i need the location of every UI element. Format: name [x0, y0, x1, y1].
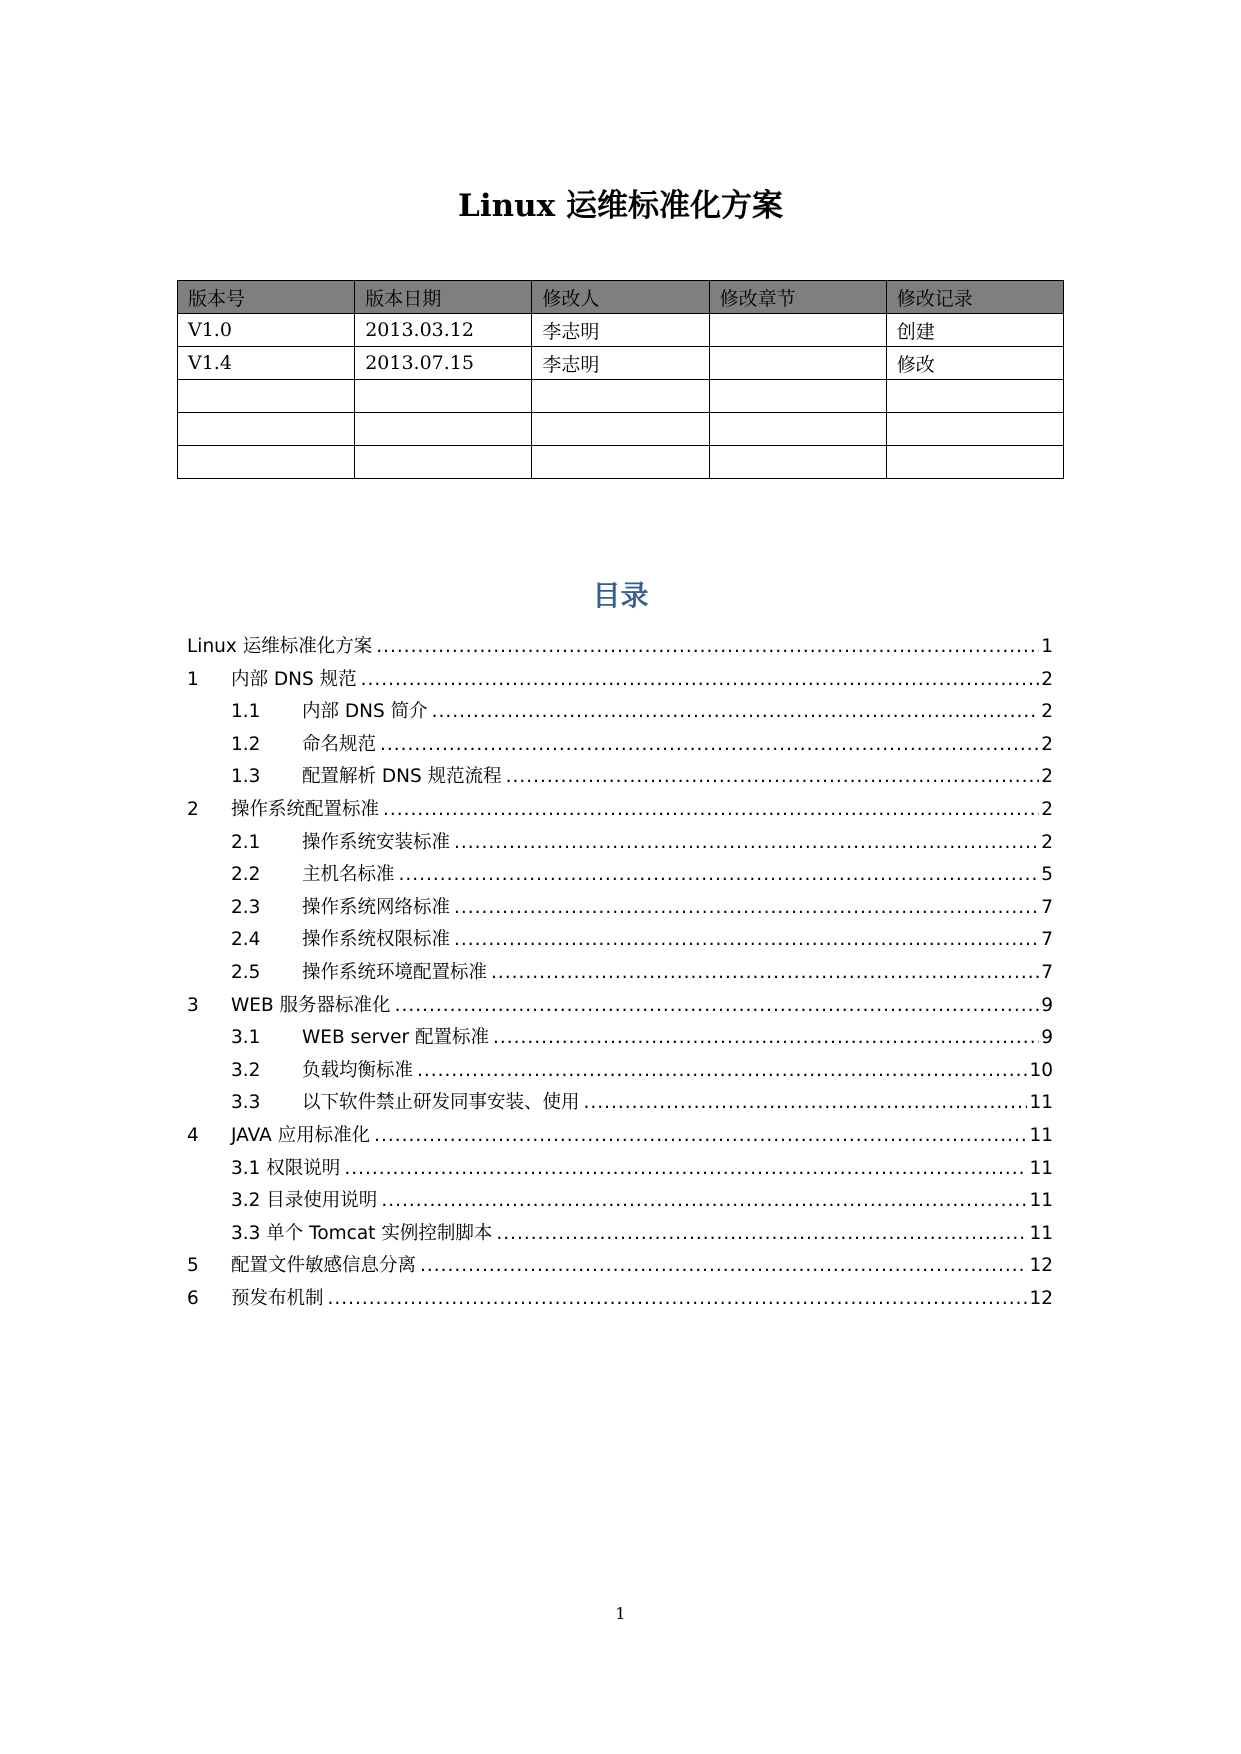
toc-entry-number: 6: [187, 1287, 199, 1309]
toc-entry-title: 操作系统配置标准: [231, 798, 380, 820]
table-cell: [178, 413, 355, 446]
toc-entry-page: 11: [1029, 1092, 1053, 1114]
toc-dot-leader: [454, 924, 1039, 956]
header-date: 版本日期: [355, 281, 532, 314]
toc-entry-page: 10: [1029, 1059, 1053, 1081]
page-number: 1: [615, 1604, 626, 1623]
toc-entry-title: 3.1 权限说明: [231, 1157, 341, 1179]
toc-entry[interactable]: [187, 1022, 1053, 1055]
toc-entry-title: 以下软件禁止研发同事安装、使用: [302, 1092, 580, 1114]
table-cell: [886, 413, 1063, 446]
toc-entry-page: 12: [1029, 1287, 1053, 1309]
toc-entry-number: 2.3: [231, 896, 261, 918]
table-header-row: [178, 281, 1064, 314]
toc-entry-number: 3: [187, 994, 199, 1016]
toc-entry-title: JAVA 应用标准化: [231, 1124, 371, 1146]
toc-entry[interactable]: [187, 664, 1053, 697]
toc-entry[interactable]: [187, 924, 1053, 957]
toc-dot-leader: [374, 1120, 1027, 1152]
table-row: [178, 380, 1064, 413]
toc-dot-leader: [380, 729, 1039, 761]
toc-entry-number: 2.1: [231, 831, 261, 853]
toc-entry[interactable]: [187, 794, 1053, 827]
table-cell: [709, 446, 886, 479]
toc-entry-number: 1: [187, 668, 199, 690]
toc-entry-page: 2: [1041, 668, 1053, 690]
toc-entry-number: 3.2: [231, 1059, 261, 1081]
toc-entry-title: 操作系统环境配置标准: [302, 961, 488, 983]
toc-entry[interactable]: [187, 827, 1053, 860]
toc-entry-page: 11: [1029, 1157, 1053, 1179]
toc-entry[interactable]: [187, 761, 1053, 794]
header-section: 修改章节: [709, 281, 886, 314]
toc-entry-title: 内部 DNS 简介: [302, 701, 428, 723]
toc-entry[interactable]: [187, 1185, 1053, 1218]
toc-entry-title: 操作系统安装标准: [302, 831, 451, 853]
toc-entry[interactable]: [187, 729, 1053, 762]
table-row: [178, 314, 1064, 347]
toc-entry[interactable]: [187, 1250, 1053, 1283]
toc-entry-number: 2.5: [231, 961, 261, 983]
toc-entry-number: 4: [187, 1124, 199, 1146]
toc-dot-leader: [454, 892, 1039, 924]
toc-entry-title: Linux 运维标准化方案: [187, 636, 373, 657]
toc-entry-title: 3.3 单个 Tomcat 实例控制脚本: [231, 1222, 493, 1244]
toc-entry-page: 2: [1041, 733, 1053, 755]
toc-entry-page: 2: [1041, 701, 1053, 723]
toc-entry-page: 7: [1041, 896, 1053, 918]
table-row: [178, 347, 1064, 380]
toc-entry-page: 1: [1041, 636, 1053, 657]
toc-entry[interactable]: [187, 957, 1053, 990]
table-cell: 2013.07.15: [355, 347, 532, 380]
toc-entry-title: 操作系统网络标准: [302, 896, 451, 918]
toc-entry-title: 操作系统权限标准: [302, 929, 451, 951]
toc-entry-title: 命名规范: [302, 733, 377, 755]
table-cell: [709, 314, 886, 347]
toc-dot-leader: [399, 859, 1040, 891]
toc-entry-page: 11: [1029, 1190, 1053, 1212]
toc-entry[interactable]: [187, 1120, 1053, 1153]
version-history-table: [177, 280, 1064, 479]
table-cell: V1.0: [178, 314, 355, 347]
table-cell: [709, 380, 886, 413]
toc-entry-title: 3.2 目录使用说明: [231, 1190, 378, 1212]
toc-entry-title: 预发布机制: [231, 1287, 324, 1309]
table-cell: [532, 380, 709, 413]
toc-entry-number: 3.1: [231, 1027, 261, 1049]
toc-dot-leader: [493, 1022, 1039, 1054]
header-version: 版本号: [178, 281, 355, 314]
toc-dot-leader: [432, 696, 1040, 728]
table-cell: [178, 380, 355, 413]
table-cell: [886, 380, 1063, 413]
table-cell: 修改: [886, 347, 1063, 380]
table-cell: V1.4: [178, 347, 355, 380]
table-cell: [532, 413, 709, 446]
table-row: [178, 446, 1064, 479]
toc-entry-number: 5: [187, 1255, 199, 1277]
toc-entry[interactable]: [187, 631, 1053, 664]
toc-entry-title: WEB server 配置标准: [302, 1027, 489, 1049]
toc-dot-leader: [381, 1185, 1027, 1217]
toc-entry-page: 7: [1041, 961, 1053, 983]
table-cell: 李志明: [532, 314, 709, 347]
toc-entry-page: 11: [1029, 1124, 1053, 1146]
toc-entry-title: WEB 服务器标准化: [231, 994, 391, 1016]
table-of-contents: [187, 631, 1053, 1315]
toc-entry-page: 7: [1041, 929, 1053, 951]
toc-entry-number: 2.2: [231, 864, 261, 886]
toc-dot-leader: [361, 664, 1040, 696]
toc-dot-leader: [328, 1283, 1028, 1315]
header-record: 修改记录: [886, 281, 1063, 314]
toc-dot-leader: [344, 1153, 1027, 1185]
toc-entry[interactable]: [187, 1283, 1053, 1316]
toc-entry-page: 2: [1041, 798, 1053, 820]
table-cell: [709, 347, 886, 380]
table-cell: [355, 413, 532, 446]
toc-dot-leader: [376, 631, 1039, 663]
toc-entry-number: 2.4: [231, 929, 261, 951]
toc-entry-page: 11: [1029, 1222, 1053, 1244]
table-cell: 李志明: [532, 347, 709, 380]
toc-entry-number: 1.2: [231, 733, 261, 755]
toc-entry-page: 9: [1041, 994, 1053, 1016]
toc-entry-page: 2: [1041, 831, 1053, 853]
toc-entry-title: 主机名标准: [302, 864, 395, 886]
toc-entry[interactable]: [187, 696, 1053, 729]
toc-entry-page: 2: [1041, 766, 1053, 788]
toc-entry[interactable]: [187, 990, 1053, 1023]
toc-entry-page: 9: [1041, 1027, 1053, 1049]
toc-dot-leader: [417, 1055, 1027, 1087]
toc-entry-page: 5: [1041, 864, 1053, 886]
toc-dot-leader: [506, 761, 1040, 793]
toc-entry-page: 12: [1029, 1255, 1053, 1277]
table-cell: [886, 446, 1063, 479]
toc-entry-title: 配置文件敏感信息分离: [231, 1255, 417, 1277]
toc-dot-leader: [420, 1250, 1027, 1282]
table-row: [178, 413, 1064, 446]
toc-entry[interactable]: [187, 859, 1053, 892]
header-editor: 修改人: [532, 281, 709, 314]
toc-entry-title: 内部 DNS 规范: [231, 668, 357, 690]
toc-entry-title: 配置解析 DNS 规范流程: [302, 766, 502, 788]
toc-entry[interactable]: [187, 892, 1053, 925]
table-cell: 2013.03.12: [355, 314, 532, 347]
toc-dot-leader: [454, 827, 1039, 859]
toc-entry[interactable]: [187, 1087, 1053, 1120]
toc-heading: 目录: [592, 579, 649, 612]
document-title: Linux 运维标准化方案: [458, 188, 783, 224]
toc-entry-title: 负载均衡标准: [302, 1059, 414, 1081]
toc-dot-leader: [584, 1087, 1028, 1119]
table-cell: [532, 446, 709, 479]
toc-dot-leader: [395, 990, 1040, 1022]
table-cell: [709, 413, 886, 446]
table-cell: 创建: [886, 314, 1063, 347]
toc-entry[interactable]: [187, 1153, 1053, 1186]
table-cell: [355, 446, 532, 479]
toc-entry[interactable]: [187, 1218, 1053, 1251]
toc-entry[interactable]: [187, 1055, 1053, 1088]
table-cell: [355, 380, 532, 413]
toc-entry-number: 1.3: [231, 766, 261, 788]
toc-entry-number: 3.3: [231, 1092, 261, 1114]
table-cell: [178, 446, 355, 479]
toc-dot-leader: [383, 794, 1039, 826]
toc-entry-number: 1.1: [231, 701, 261, 723]
toc-dot-leader: [491, 957, 1039, 989]
toc-dot-leader: [496, 1218, 1027, 1250]
toc-entry-number: 2: [187, 798, 199, 820]
